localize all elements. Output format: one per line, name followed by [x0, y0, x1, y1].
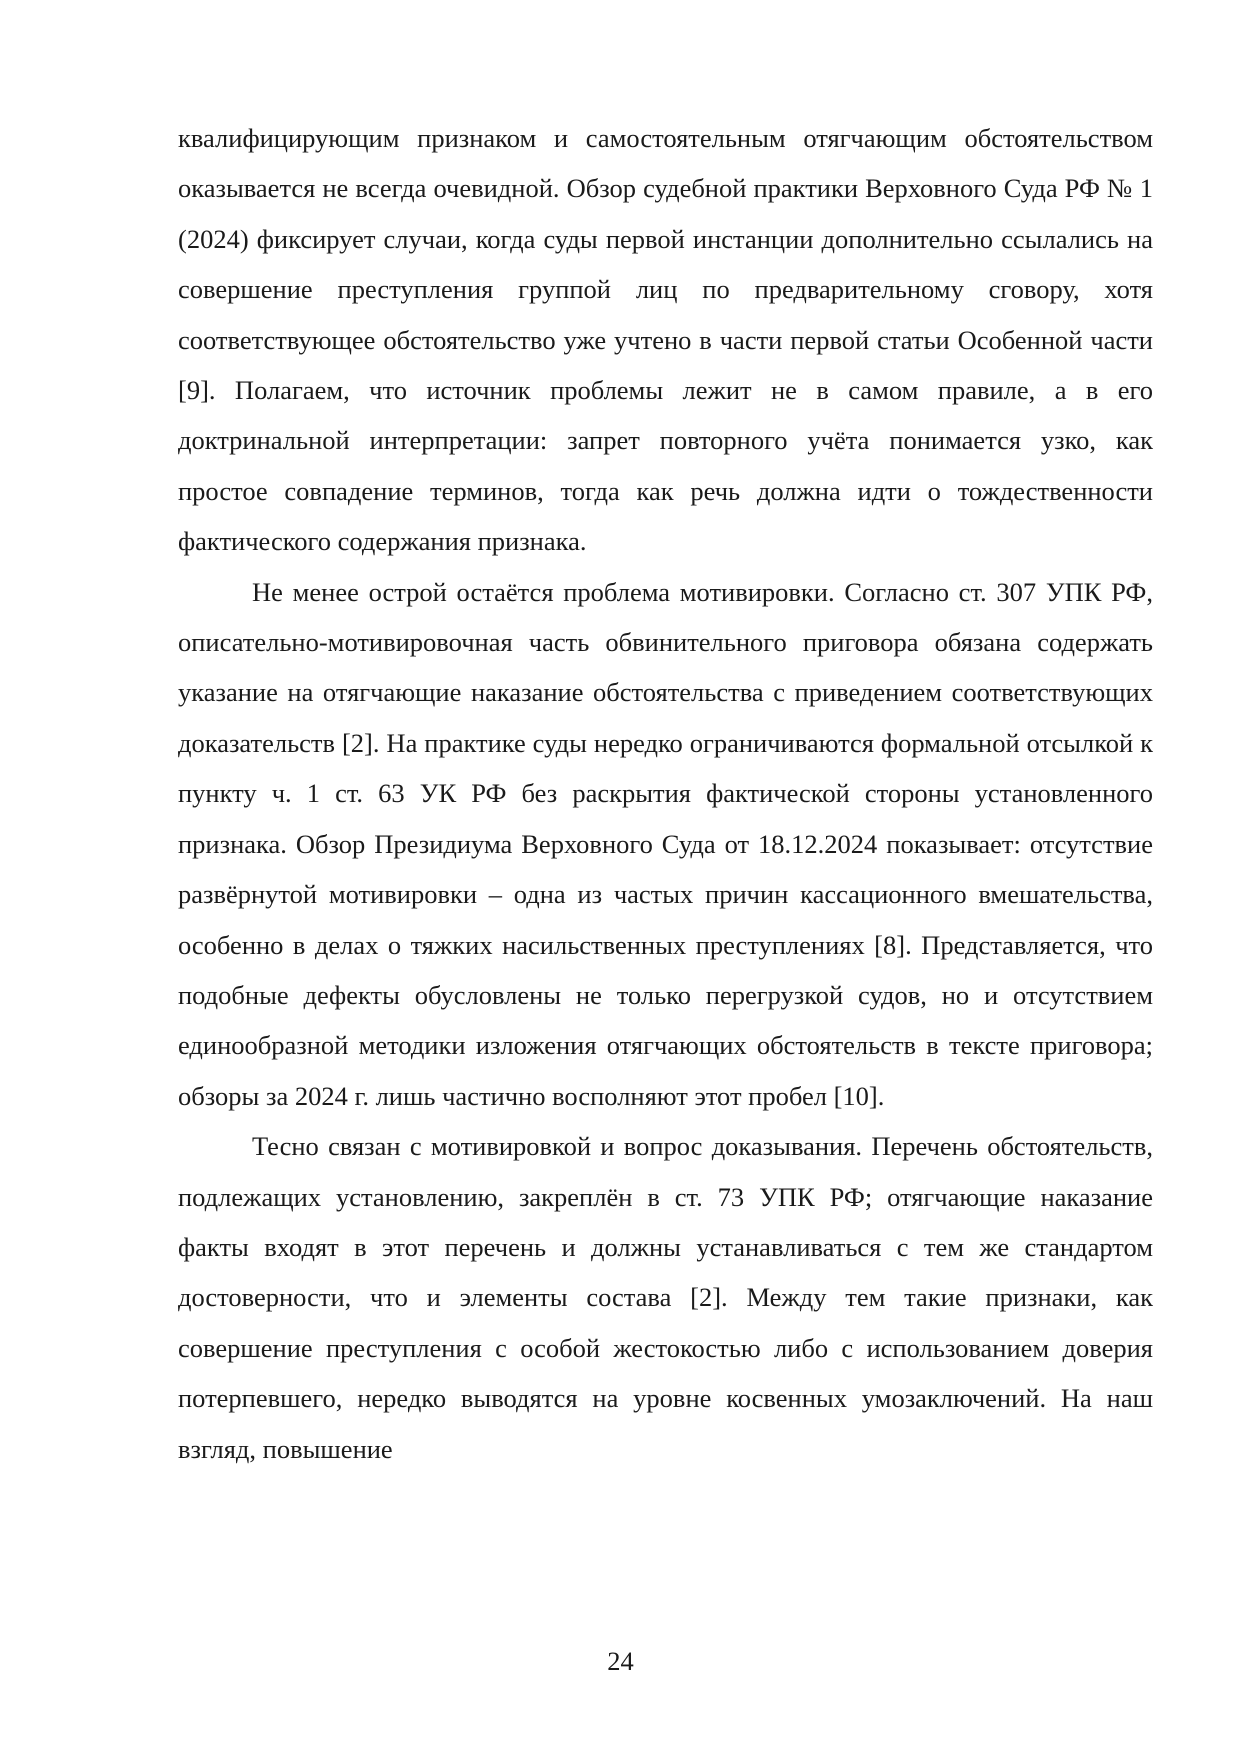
page-number: 24: [607, 1646, 634, 1676]
paragraph-continued: квалифицирующим признаком и самостоятельным отягчающим обстоятельством оказывается не всегда очевидной. Обзор судебной практики Верховного Суда РФ № 1 (2024) фиксирует случаи, когда суды первой инстанции дополнительно ссылались на совершение преступления группой лиц по предварительному сговору, хотя соответствующее обстоятельство уже учтено в части первой статьи Особенной части [9]. Полагаем, что источник проблемы лежит не в самом правиле, а в его доктринальной интерпретации: запрет повторного учёта понимается узко, как простое совпадение терминов, тогда как речь должна идти о тождественности фактического содержания признака.: [178, 123, 1153, 557]
paragraph-evidence: Тесно связан с мотивировкой и вопрос доказывания. Перечень обстоятельств, подлежащих установлению, закреплён в ст. 73 УПК РФ; отягчающие наказание факты входят в этот перечень и должны устанавливаться с тем же стандартом достоверности, что и элементы состава [2]. Между тем такие признаки, как совершение преступления с особой жестокостью либо с использованием доверия потерпевшего, нередко выводятся на уровне косвенных умозаключений. На наш взгляд, повышение: [178, 1131, 1153, 1464]
paragraph-motivation: Не менее острой остаётся проблема мотивировки. Согласно ст. 307 УПК РФ, описательно-мотивировочная часть обвинительного приговора обязана содержать указание на отягчающие наказание обстоятельства с приведением соответствующих доказательств [2]. На практике суды нередко ограничиваются формальной отсылкой к пункту ч. 1 ст. 63 УК РФ без раскрытия фактической стороны установленного признака. Обзор Президиума Верховного Суда от 18.12.2024 показывает: отсутствие развёрнутой мотивировки – одна из частых причин кассационного вмешательства, особенно в делах о тяжких насильственных преступлениях [8]. Представляется, что подобные дефекты обусловлены не только перегрузкой судов, но и отсутствием единообразной методики изложения отягчающих обстоятельств в тексте приговора; обзоры за 2024 г. лишь частично восполняют этот пробел [10].: [178, 576, 1153, 1111]
body-text: [178, 113, 1153, 1474]
